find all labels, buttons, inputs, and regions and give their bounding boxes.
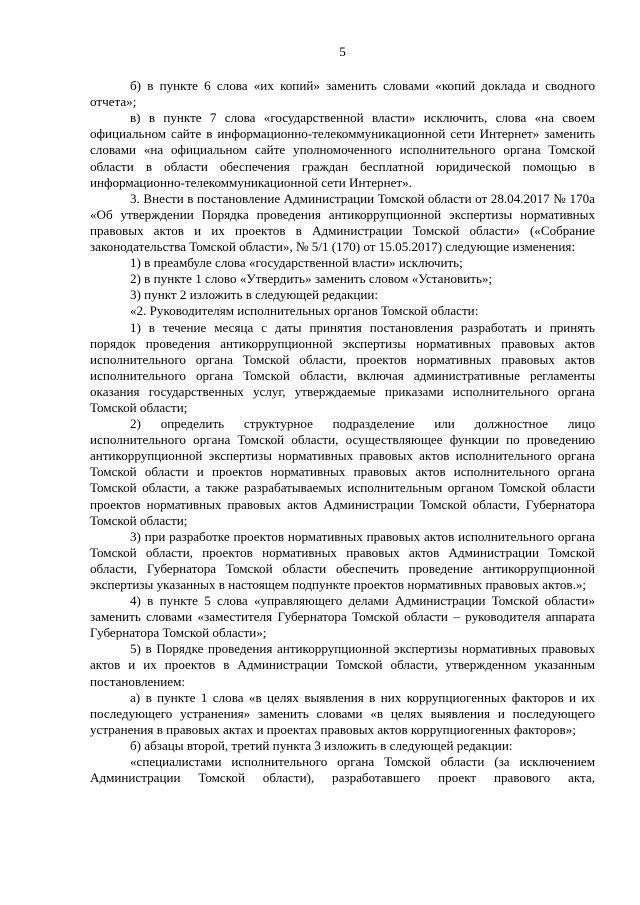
paragraph-quoted-specialists: «специалистами исполнительного органа Томской области (за исключением Администрации Томской области), разработавшего проект правового акта, [90, 754, 595, 786]
paragraph-change-4: 4) в пункте 5 слова «управляющего делами Администрации Томской области» заменить словами «заместителя Губернатора Томской области – руководителя аппарата Губернатора Томской области»; [90, 593, 595, 641]
paragraph-b-item-6: б) в пункте 6 слова «их копий» заменить словами «копий доклада и сводного отчета»; [90, 78, 595, 110]
paragraph-change-1: 1) в преамбуле слова «государственной власти» исключить; [130, 255, 463, 271]
page-number: 5 [339, 44, 346, 59]
paragraph-section-3: 3. Внести в постановление Администрации Томской области от 28.04.2017 № 170а «Об утверждении Порядка проведения антикоррупционной экспертизы нормативных правовых актов и их проектов в Администрации Томской области» («Собрание законодательства Томской области», № 5/1 (170) от 15.05.2017) следующие изменения: [90, 190, 595, 255]
paragraph-change-5: 5) в Порядке проведения антикоррупционной экспертизы нормативных правовых актов и их проектов в Администрации Томской области, утвержденном указанным постановлением: [90, 641, 595, 689]
paragraph-v-item-7: в) в пункте 7 слова «государственной власти» исключить, слова «на своем официальном сайте в информационно-телекоммуникационной сети Интернет» заменить словами «на официальном сайте уполномоченного исполнительного органа Томской области в области обеспечения граждан бесплатной юридической помощью в информационно-телекоммуникационной сети Интернет». [90, 110, 595, 190]
paragraph-change-2: 2) в пункте 1 слово «Утвердить» заменить словом «Установить»; [130, 271, 493, 287]
paragraph-item-2-heading: «2. Руководителям исполнительных органов Томской области: [130, 303, 479, 319]
paragraph-subitem-1: 1) в течение месяца с даты принятия постановления разработать и принять порядок проведения антикоррупционной экспертизы нормативных правовых актов исполнительного органа Томской области, проектов нормативных правовых актов исполнительного органа Томской области, включая административные регламенты оказания государственных услуг, утверждаемые приказами исполнительного органа Томской области; [90, 319, 595, 415]
paragraph-change-5-a: а) в пункте 1 слова «в целях выявления в них коррупциогенных факторов и их последующего устранения» заменить словами «в целях выявления и последующего устранения в правовых актах и проектах правовых актов коррупциогенных факторов»; [90, 689, 595, 737]
paragraph-subitem-3: 3) при разработке проектов нормативных правовых актов исполнительного органа Томской области, проектов нормативных правовых актов Администрации Томской области, Губернатора Томской области обеспечить проведение антикоррупционной экспертизы указанных в настоящем подпункте проектов нормативных правовых актов.»; [90, 528, 595, 592]
paragraph-change-3: 3) пункт 2 изложить в следующей редакции: [130, 287, 378, 303]
paragraph-subitem-2: 2) определить структурное подразделение или должностное лицо исполнительного органа Томской области, осуществляющее функции по проведению антикоррупционной экспертизы нормативных правовых актов исполнительного органа Томской области и проектов нормативных правовых актов исполнительного органа Томской области, а также разрабатываемых исполнительным органом Томской области проектов нормативных правовых актов Администрации Томской области, Губернатора Томской области; [90, 416, 595, 528]
paragraph-change-5-b: б) абзацы второй, третий пункта 3 изложить в следующей редакции: [130, 737, 513, 753]
document-page [90, 44, 595, 786]
